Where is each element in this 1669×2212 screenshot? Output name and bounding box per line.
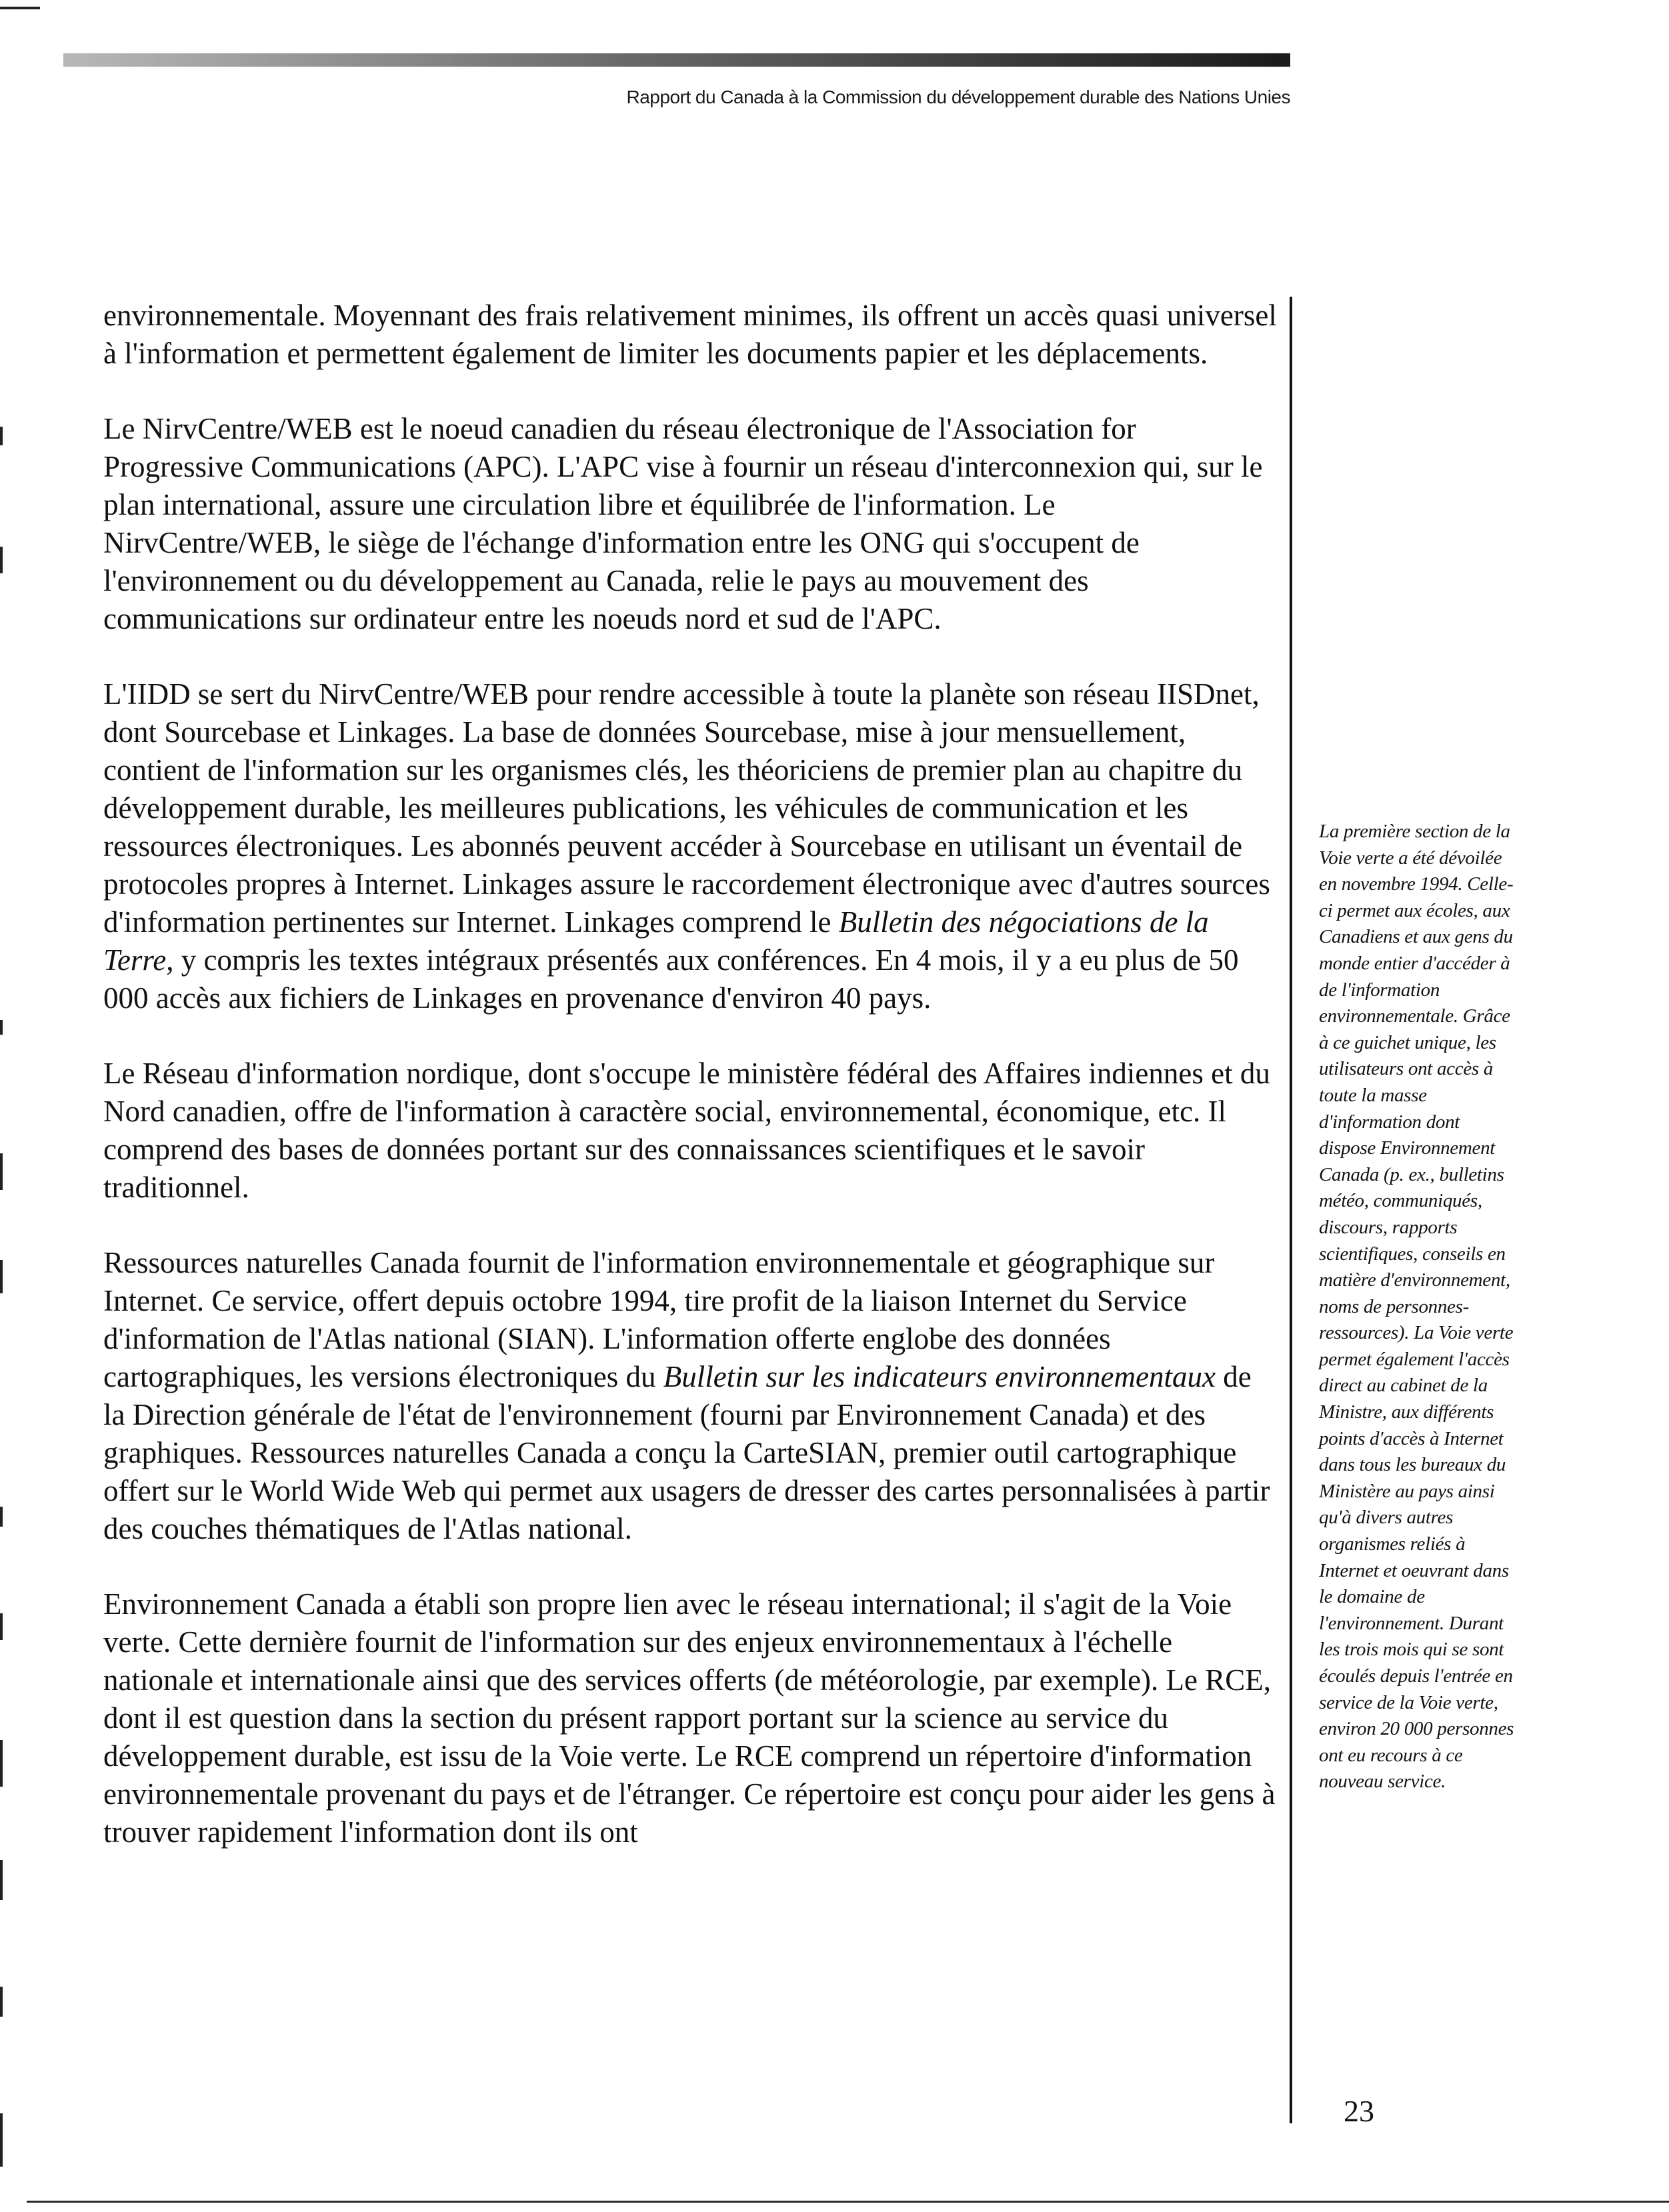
paragraph-iidd [103,675,1277,1017]
paragraph-environnement-canada: Environnement Canada a établi son propre lien avec le réseau international; il s'agit de la Voie verte. Cette dernière fournit de l'information sur des enjeux environnementaux à l'échelle nationale et internationale ainsi que des services offerts (de météorologie, par exemple). Le RCE, dont il est question dans la section du présent rapport portant sur la science au service du développement durable, est issu de la Voie verte. Le RCE comprend un répertoire d'information environnementale provenant du pays et de l'étranger. Ce répertoire est conçu pour aider les gens à trouver rapidement l'information dont ils ont [103,1587,1276,1849]
paragraph-iidd-text-before: L'IIDD se sert du NirvCentre/WEB pour rendre accessible à toute la planète son réseau IISDnet, dont Sourcebase et Linkages. La base de données Sourcebase, mise à jour mensuellement, contient de l'information sur les organismes clés, les théoriciens de premier plan au chapitre du développement durable, les meilleures publications, les véhicules de communication et les ressources électroniques. Les abonnés peuvent accéder à Sourcebase en utilisant un éventail de protocoles propres à Internet. Linkages assure le raccordement électronique avec d'autres sources d'information pertinentes sur Internet. Linkages comprend le [103,677,1270,939]
paragraph-nirvcentre: Le NirvCentre/WEB est le noeud canadien du réseau électronique de l'Association for Progressive Communications (APC). L'APC vise à fournir un réseau d'interconnexion qui, sur le plan international, assure une circulation libre et équilibrée de l'information. Le NirvCentre/WEB, le siège de l'échange d'information entre les ONG qui s'occupent de l'environnement ou du développement au Canada, relie le pays au mouvement des communications sur ordinateur entre les noeuds nord et sud de l'APC. [103,412,1263,635]
scan-edge-mark [0,1020,3,1035]
scan-edge-mark [0,1260,3,1293]
scan-edge-mark [0,1507,3,1527]
paragraph-ressources-naturelles [103,1244,1277,1548]
paragraph-reseau-nordique: Le Réseau d'information nordique, dont s'occupe le ministère fédéral des Affaires indiennes et du Nord canadien, offre de l'information à caractère social, environnemental, économique, etc. Il comprend des bases de données portant sur des connaissances scientifiques et le savoir traditionnel. [103,1057,1270,1204]
scan-left-edge [0,0,4,2212]
paragraph-rn-text-after: de la Direction générale de l'état de l'environnement (fourni par Environnement Canada) et des graphiques. Ressources naturelles Canada a conçu la CarteSIAN, premier outil cartographique offert sur le World Wide Web qui permet aux usagers de dresser des cartes personnalisées à partir des couches thématiques de l'Atlas national. [103,1360,1270,1545]
paragraph-rn-text-before: Ressources naturelles Canada fournit de l'information environnementale et géographique sur Internet. Ce service, offert depuis octobre 1994, tire profit de la liaison Internet du Service d'information de l'Atlas national (SIAN). L'information offerte englobe des données cartographiques, les versions électroniques du [103,1246,1215,1393]
paragraph-iidd-text-after: , y compris les textes intégraux présentés aux conférences. En 4 mois, il y a eu plus de 50 000 accès aux fichiers de Linkages en provenance d'environ 40 pays. [103,943,1239,1015]
scan-edge-mark [0,1740,3,1787]
page-number: 23 [1344,2094,1374,2128]
scan-edge-mark [0,1613,3,1640]
bulletin-indicateurs-title: Bulletin sur les indicateurs environnementaux [663,1360,1216,1393]
scan-edge-mark [0,2113,3,2167]
margin-rule [1290,297,1292,2123]
running-header: Rapport du Canada à la Commission du développement durable des Nations Unies [626,87,1290,107]
paragraph-continuation: environnementale. Moyennant des frais relativement minimes, ils offrent un accès quasi universel à l'information et permettent également de limiter les documents papier et les déplacements. [103,299,1277,370]
scan-bottom-edge [27,2201,1669,2203]
scan-edge-mark [0,1860,3,1900]
scan-edge-mark [0,7,40,9]
margin-note: La première section de la Voie verte a été dévoilée en novembre 1994. Celle-ci permet aux écoles, aux Canadiens et aux gens du monde entier d'accéder à de l'information environnementale. Grâce à ce guichet unique, les utilisateurs ont accès à toute la masse d'information dont dispose Environnement Canada (p. ex., bulletins météo, communiqués, discours, rapports scientifiques, conseils en matière d'environnement, noms de personnes-ressources). La Voie verte permet également l'accès direct au cabinet de la Ministre, aux différents points d'accès à Internet dans tous les bureaux du Ministère au pays ainsi qu'à divers autres organismes reliés à Internet et oeuvrant dans le domaine de l'environnement. Durant les trois mois qui se sont écoulés depuis l'entrée en service de la Voie verte, environ 20 000 personnes ont eu recours à ce nouveau service. [1319,821,1514,1793]
header-rule [63,53,1290,67]
bulletin-title: Bulletin des négociations de la Terre [103,905,1209,977]
main-column [103,297,1277,1851]
scan-edge-mark [0,1153,3,1190]
scan-edge-mark [0,427,3,445]
scan-edge-mark [0,547,3,573]
scan-edge-mark [0,1987,3,2017]
